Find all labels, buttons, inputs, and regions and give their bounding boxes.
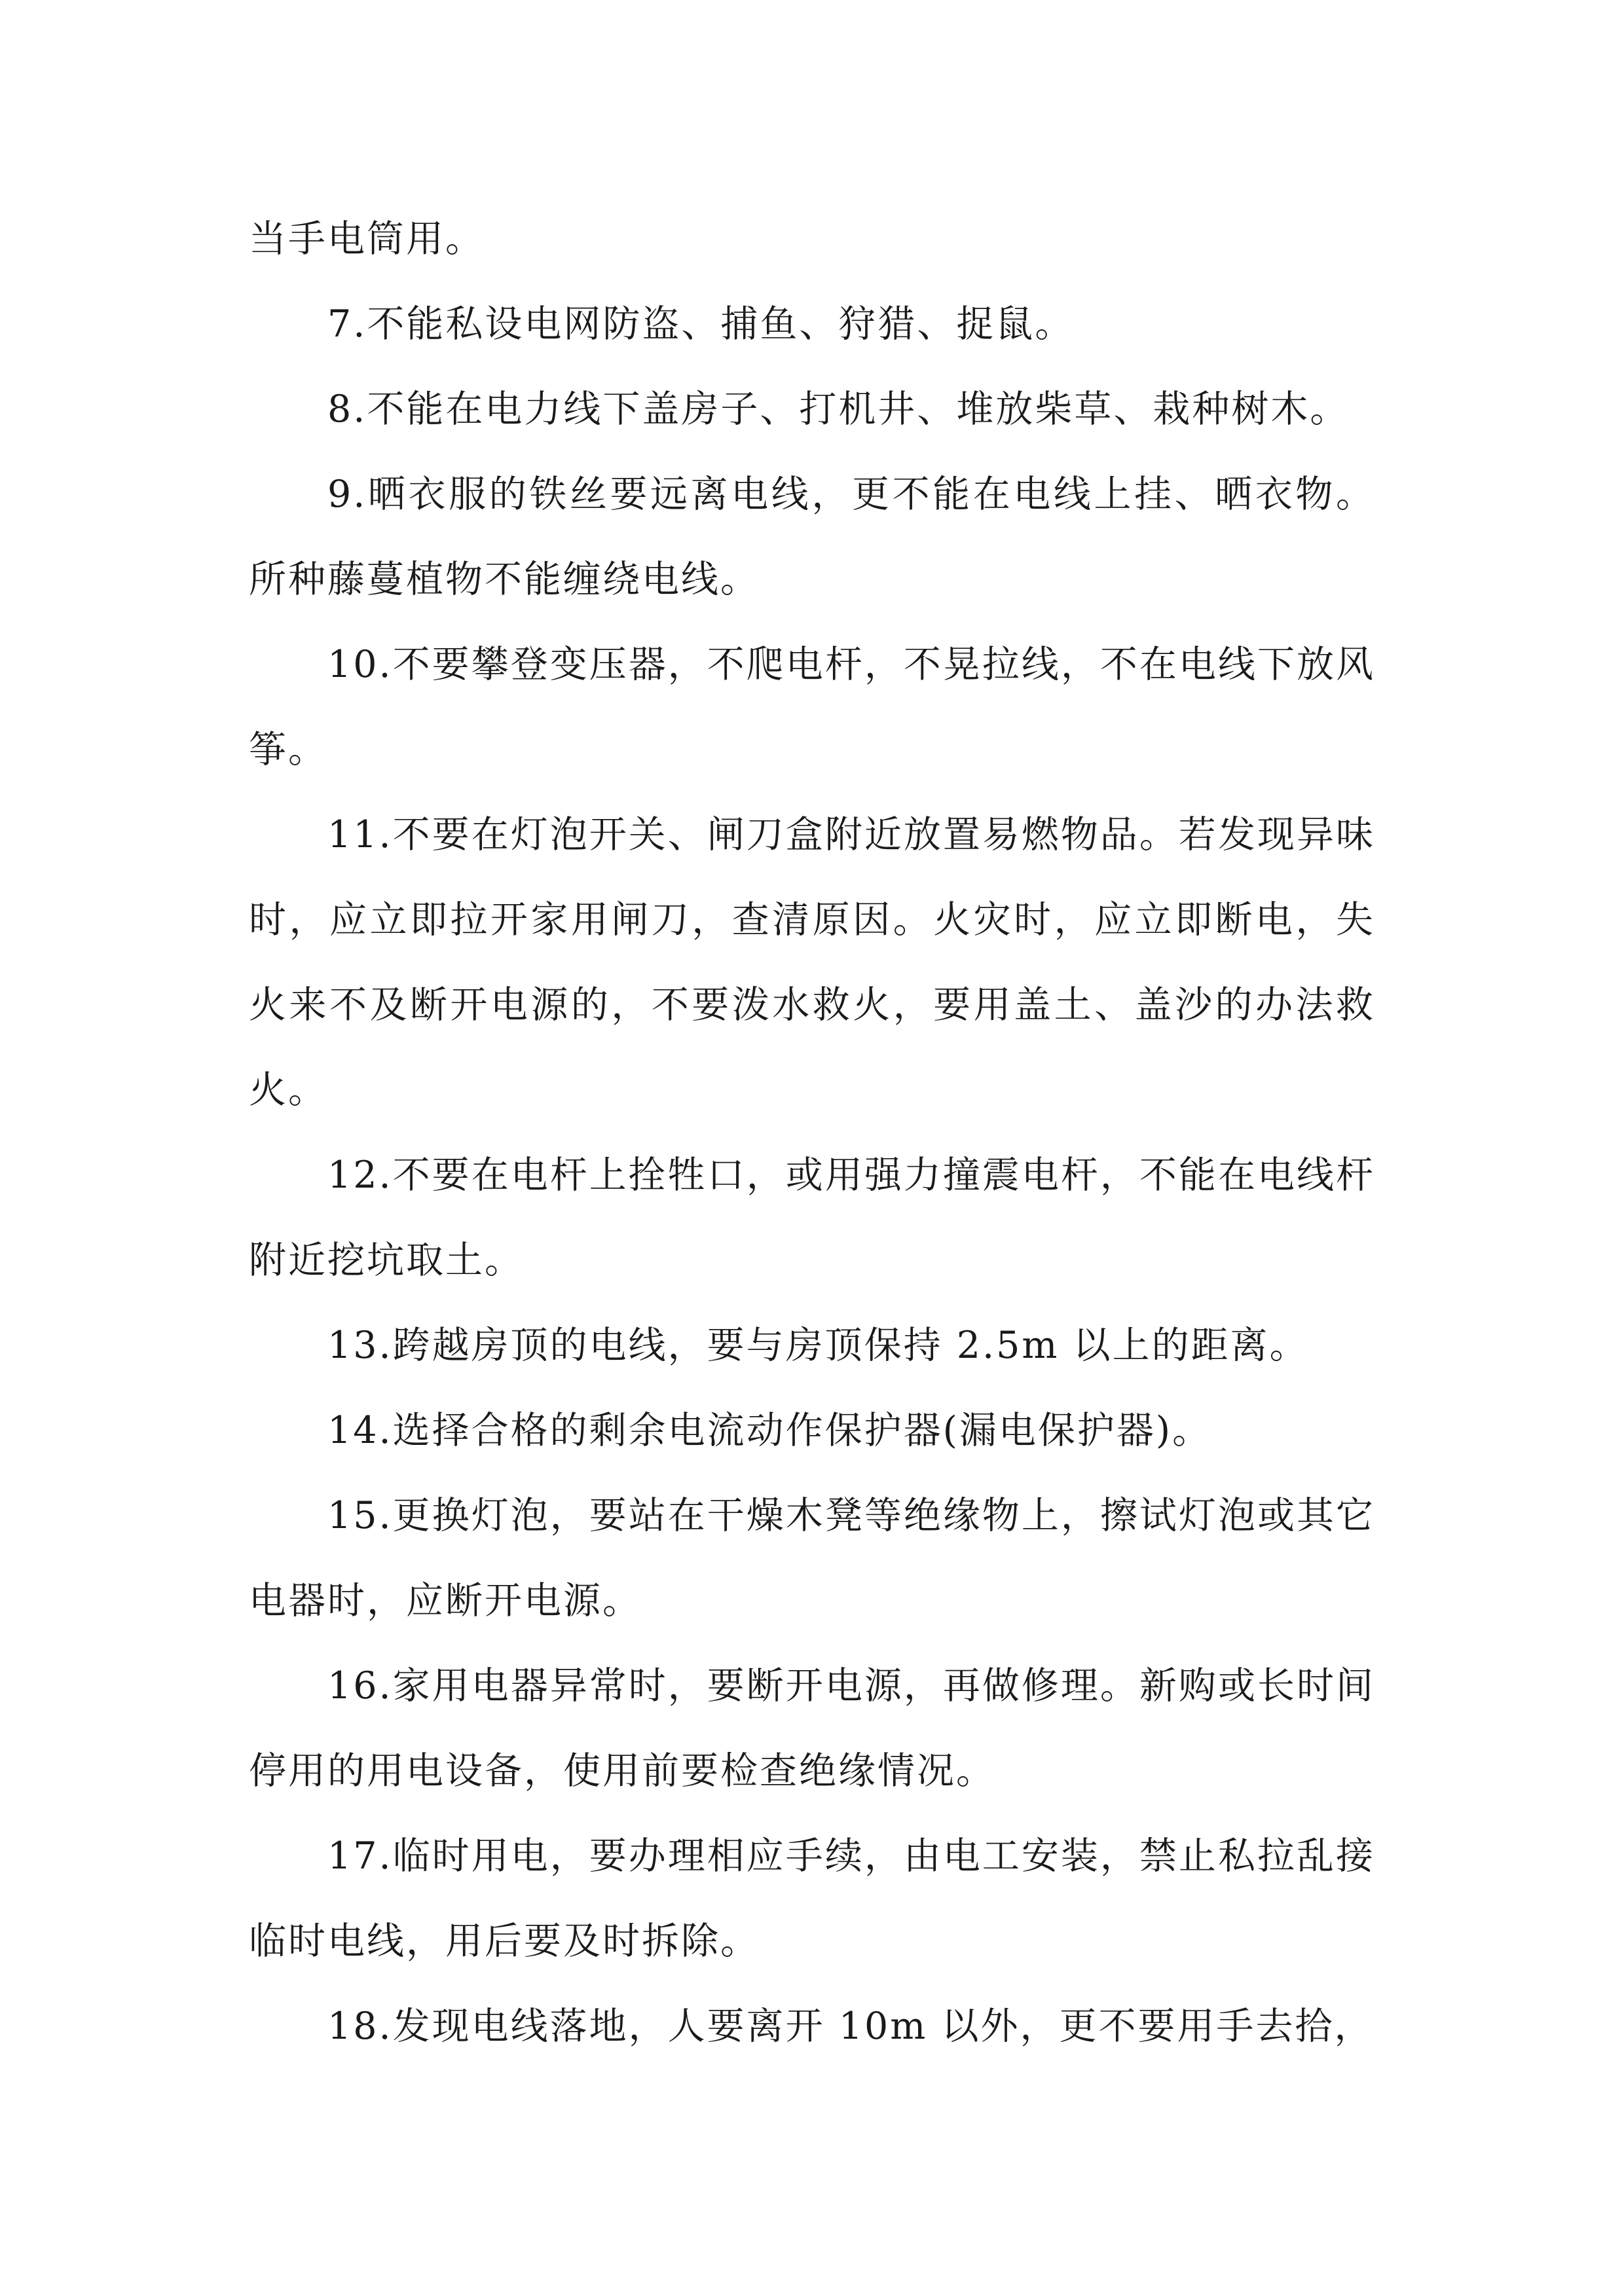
rule-item-16: 16.家用电器异常时，要断开电源，再做修理。新购或长时间停用的用电设备，使用前要检查绝缘情况。 <box>249 1664 1375 1793</box>
rule-item-14: 14.选择合格的剩余电流动作保护器(漏电保护器)。 <box>327 1409 1212 1452</box>
rule-item-13: 13.跨越房顶的电线，要与房顶保持 2.5m 以上的距离。 <box>327 1324 1309 1367</box>
paragraph-continuation: 当手电筒用。 <box>249 217 485 261</box>
rule-item-12: 12.不要在电杆上拴牲口，或用强力撞震电杆，不能在电线杆附近挖坑取土。 <box>249 1154 1375 1282</box>
rule-item-11: 11.不要在灯泡开关、闸刀盒附近放置易燃物品。若发现异味时，应立即拉开家用闸刀，查清原因。火灾时，应立即断电，失火来不及断开电源的，不要泼水救火，要用盖土、盖沙的办法救火。 <box>249 813 1375 1112</box>
rule-item-9: 9.晒衣服的铁丝要远离电线，更不能在电线上挂、晒衣物。所种藤蔓植物不能缠绕电线。 <box>249 473 1375 601</box>
rule-item-15: 15.更换灯泡，要站在干燥木凳等绝缘物上，擦试灯泡或其它电器时，应断开电源。 <box>249 1494 1375 1622</box>
rule-item-8: 8.不能在电力线下盖房子、打机井、堆放柴草、栽种树木。 <box>327 388 1350 431</box>
rule-item-7: 7.不能私设电网防盗、捕鱼、狩猎、捉鼠。 <box>327 302 1075 346</box>
rule-item-10: 10.不要攀登变压器，不爬电杆，不晃拉线，不在电线下放风筝。 <box>249 643 1375 771</box>
rule-item-17: 17.临时用电，要办理相应手续，由电工安装，禁止私拉乱接临时电线，用后要及时拆除。 <box>249 1834 1375 1963</box>
document-body <box>249 196 1375 2069</box>
rule-item-18: 18.发现电线落地，人要离开 10m 以外，更不要用手去拾， <box>327 2005 1374 2048</box>
